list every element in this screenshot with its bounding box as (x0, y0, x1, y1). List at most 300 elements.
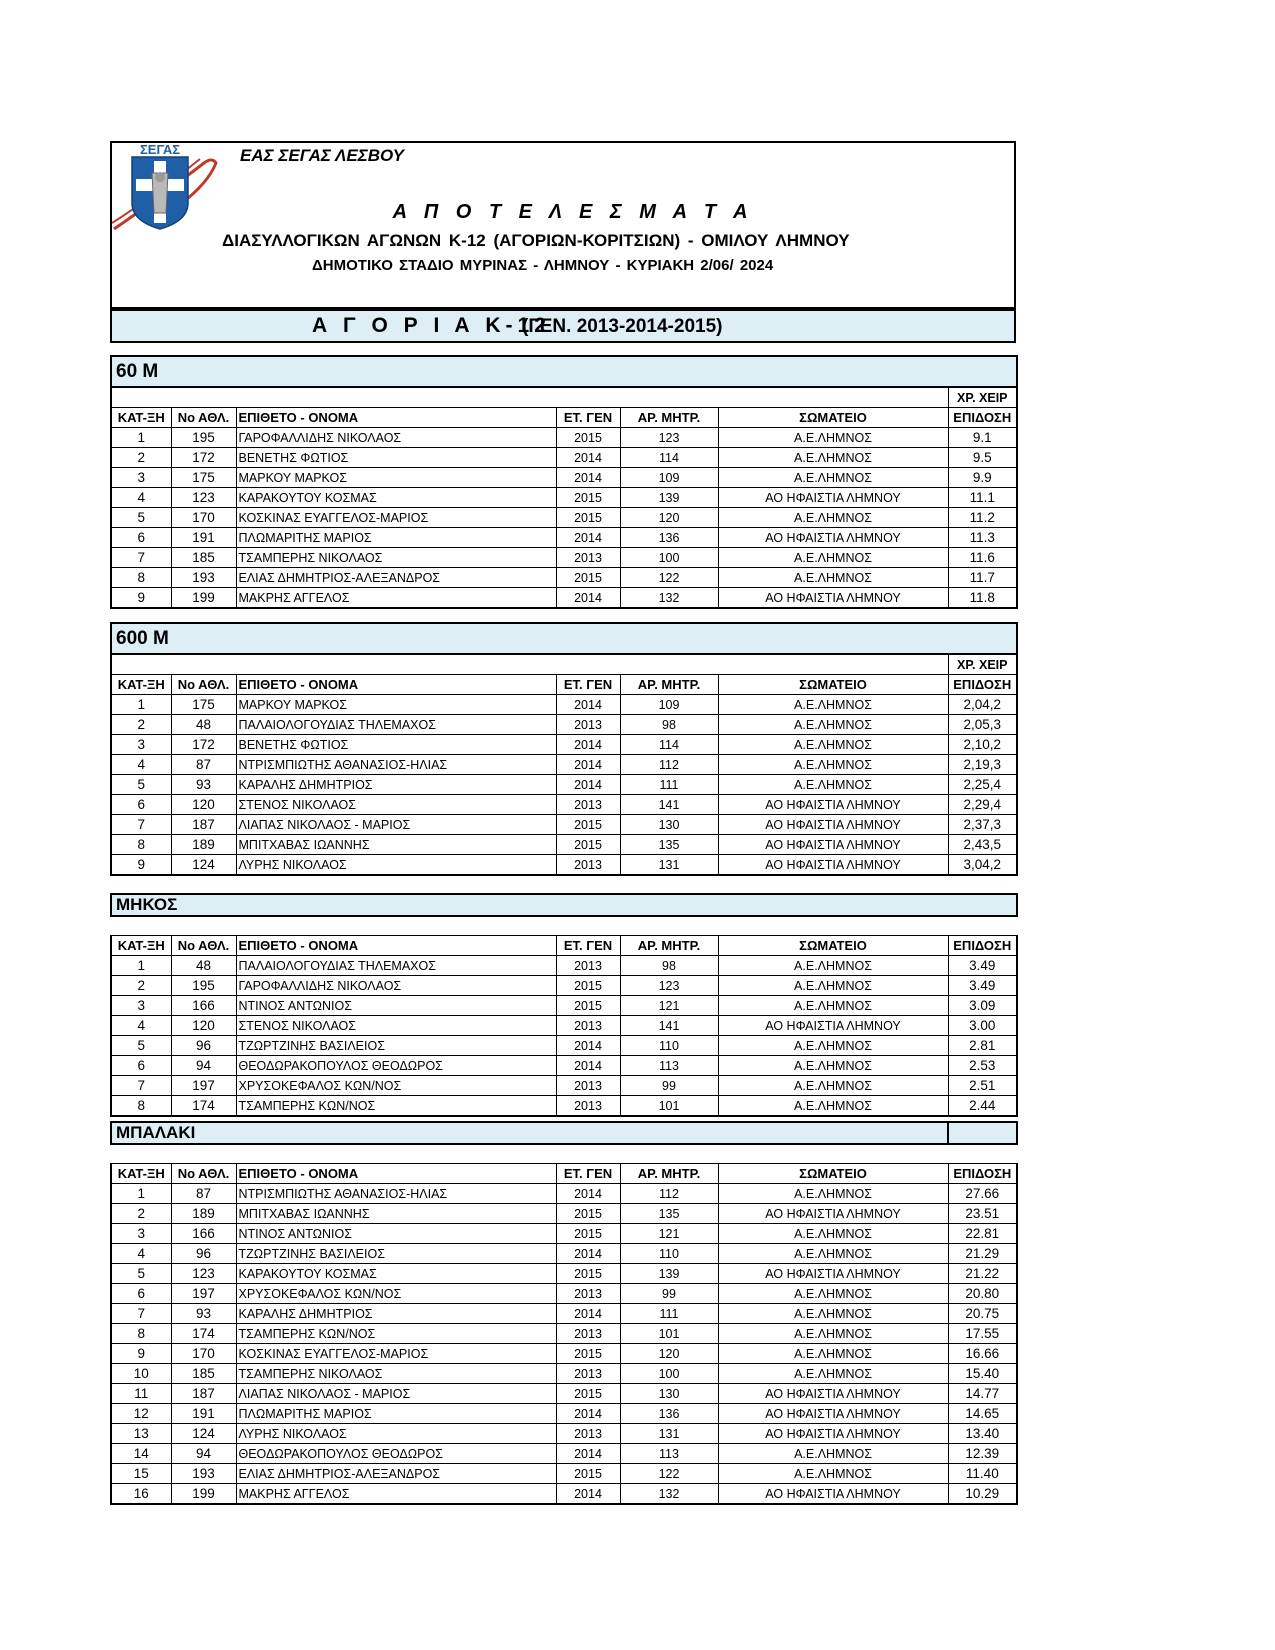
cell-no: 87 (171, 1184, 236, 1204)
cell-rank: 2 (111, 1204, 171, 1224)
cell-reg: 139 (620, 1264, 718, 1284)
cell-name: ΧΡΥΣΟΚΕΦΑΛΟΣ ΚΩΝ/ΝΟΣ (236, 1284, 556, 1304)
cell-no: 87 (171, 755, 236, 775)
table-row (111, 528, 1017, 548)
cell-reg: 141 (620, 1016, 718, 1036)
cell-reg: 101 (620, 1324, 718, 1344)
cell-perf: 2,29,4 (948, 795, 1017, 815)
cell-club: ΑΟ ΗΦΑΙΣΤΙΑ ΛΗΜΝΟΥ (718, 1484, 948, 1505)
cell-year: 2013 (556, 1096, 620, 1117)
table-row (111, 815, 1017, 835)
event-table (110, 893, 1018, 1117)
cell-no: 191 (171, 1404, 236, 1424)
cell-club: Α.Ε.ΛΗΜΝΟΣ (718, 1224, 948, 1244)
table-row (111, 548, 1017, 568)
column-header-name: ΕΠΙΘΕΤΟ - ΟΝΟΜΑ (236, 936, 556, 956)
cell-name: ΣΤΕΝΟΣ ΝΙΚΟΛΑΟΣ (236, 795, 556, 815)
cell-rank: 8 (111, 1096, 171, 1117)
table-row (111, 508, 1017, 528)
cell-year: 2014 (556, 1244, 620, 1264)
cell-year: 2014 (556, 735, 620, 755)
cell-club: ΑΟ ΗΦΑΙΣΤΙΑ ΛΗΜΝΟΥ (718, 1424, 948, 1444)
cell-year: 2014 (556, 1444, 620, 1464)
cell-rank: 6 (111, 1284, 171, 1304)
cell-club: Α.Ε.ΛΗΜΝΟΣ (718, 1056, 948, 1076)
hand-time-label: ΧΡ. ΧΕΙΡ (948, 387, 1017, 408)
cell-perf: 2,37,3 (948, 815, 1017, 835)
cell-no: 120 (171, 795, 236, 815)
table-row (111, 1304, 1017, 1324)
column-header-perf: ΕΠΙΔΟΣΗ (948, 936, 1017, 956)
cell-year: 2014 (556, 755, 620, 775)
cell-perf: 2,10,2 (948, 735, 1017, 755)
event-title-blank-cell (948, 1122, 1017, 1144)
cell-reg: 132 (620, 1484, 718, 1505)
cell-rank: 4 (111, 1244, 171, 1264)
cell-no: 189 (171, 1204, 236, 1224)
cell-club: Α.Ε.ΛΗΜΝΟΣ (718, 715, 948, 735)
table-row (111, 775, 1017, 795)
column-header-reg: ΑΡ. ΜΗΤΡ. (620, 675, 718, 695)
cell-rank: 1 (111, 956, 171, 976)
table-gap (111, 1144, 1017, 1164)
cell-no: 175 (171, 468, 236, 488)
cell-club: Α.Ε.ΛΗΜΝΟΣ (718, 1324, 948, 1344)
cell-reg: 111 (620, 775, 718, 795)
cell-perf: 12.39 (948, 1444, 1017, 1464)
table-row (111, 1344, 1017, 1364)
table-row (111, 855, 1017, 876)
cell-club: Α.Ε.ΛΗΜΝΟΣ (718, 1304, 948, 1324)
cell-year: 2014 (556, 1056, 620, 1076)
cell-name: ΛΥΡΗΣ ΝΙΚΟΛΑΟΣ (236, 1424, 556, 1444)
cell-name: ΜΠΙΤΧΑΒΑΣ ΙΩΑΝΝΗΣ (236, 835, 556, 855)
cell-perf: 14.77 (948, 1384, 1017, 1404)
cell-no: 93 (171, 1304, 236, 1324)
cell-name: ΛΙΑΠΑΣ ΝΙΚΟΛΑΟΣ - ΜΑΡΙΟΣ (236, 815, 556, 835)
hand-time-spacer (111, 387, 948, 408)
cell-no: 120 (171, 1016, 236, 1036)
cell-name: ΜΑΡΚΟΥ ΜΑΡΚΟΣ (236, 695, 556, 715)
table-row (111, 1264, 1017, 1284)
cell-reg: 141 (620, 795, 718, 815)
cell-rank: 10 (111, 1364, 171, 1384)
cell-no: 185 (171, 548, 236, 568)
organization-name: ΕΑΣ ΣΕΓΑΣ ΛΕΣΒΟΥ (240, 146, 404, 165)
cell-reg: 99 (620, 1284, 718, 1304)
cell-reg: 113 (620, 1056, 718, 1076)
column-header-year: ΕΤ. ΓΕΝ (556, 408, 620, 428)
cell-year: 2014 (556, 1484, 620, 1505)
cell-reg: 121 (620, 1224, 718, 1244)
venue-date: ΔΗΜΟΤΙΚΟ ΣΤΑΔΙΟ ΜΥΡΙΝΑΣ - ΛΗΜΝΟΥ - ΚΥΡΙΑΚΗ 2/06/ 2024 (312, 257, 774, 274)
cell-rank: 9 (111, 855, 171, 876)
cell-name: ΧΡΥΣΟΚΕΦΑΛΟΣ ΚΩΝ/ΝΟΣ (236, 1076, 556, 1096)
cell-no: 185 (171, 1364, 236, 1384)
cell-reg: 100 (620, 1364, 718, 1384)
table-row (111, 1016, 1017, 1036)
cell-perf: 3,04,2 (948, 855, 1017, 876)
cell-no: 172 (171, 735, 236, 755)
cell-reg: 123 (620, 976, 718, 996)
table-row (111, 1224, 1017, 1244)
cell-year: 2013 (556, 1424, 620, 1444)
cell-rank: 2 (111, 715, 171, 735)
cell-reg: 112 (620, 1184, 718, 1204)
event-title: ΜΗΚΟΣ (111, 894, 1017, 916)
cell-perf: 2,05,3 (948, 715, 1017, 735)
table-row (111, 1404, 1017, 1424)
cell-rank: 14 (111, 1444, 171, 1464)
cell-club: ΑΟ ΗΦΑΙΣΤΙΑ ΛΗΜΝΟΥ (718, 1264, 948, 1284)
column-header-no: Νο ΑΘΛ. (171, 408, 236, 428)
cell-name: ΠΛΩΜΑΡΙΤΗΣ ΜΑΡΙΟΣ (236, 1404, 556, 1424)
column-header-club: ΣΩΜΑΤΕΙΟ (718, 675, 948, 695)
cell-no: 195 (171, 428, 236, 448)
cell-perf: 9.1 (948, 428, 1017, 448)
column-header-name: ΕΠΙΘΕΤΟ - ΟΝΟΜΑ (236, 1164, 556, 1184)
cell-reg: 130 (620, 815, 718, 835)
cell-no: 172 (171, 448, 236, 468)
cell-reg: 122 (620, 568, 718, 588)
column-header-rank: ΚΑΤ-ΞΗ (111, 408, 171, 428)
cell-rank: 3 (111, 735, 171, 755)
table-row (111, 956, 1017, 976)
cell-reg: 121 (620, 996, 718, 1016)
cell-perf: 23.51 (948, 1204, 1017, 1224)
column-header-reg: ΑΡ. ΜΗΤΡ. (620, 1164, 718, 1184)
table-row (111, 1096, 1017, 1117)
cell-no: 94 (171, 1056, 236, 1076)
table-row (111, 1244, 1017, 1264)
cell-year: 2014 (556, 468, 620, 488)
cell-year: 2015 (556, 996, 620, 1016)
table-row (111, 835, 1017, 855)
cell-name: ΚΟΣΚΙΝΑΣ ΕΥΑΓΓΕΛΟΣ-ΜΑΡΙΟΣ (236, 508, 556, 528)
cell-rank: 16 (111, 1484, 171, 1505)
table-row (111, 715, 1017, 735)
table-row (111, 1076, 1017, 1096)
cell-reg: 132 (620, 588, 718, 609)
table-row (111, 1204, 1017, 1224)
cell-perf: 17.55 (948, 1324, 1017, 1344)
cell-year: 2015 (556, 976, 620, 996)
document-header (110, 141, 1016, 309)
cell-year: 2013 (556, 1324, 620, 1344)
column-header-reg: ΑΡ. ΜΗΤΡ. (620, 936, 718, 956)
table-row (111, 568, 1017, 588)
column-header-rank: ΚΑΤ-ΞΗ (111, 936, 171, 956)
cell-no: 193 (171, 568, 236, 588)
cell-reg: 114 (620, 448, 718, 468)
cell-year: 2015 (556, 1464, 620, 1484)
cell-name: ΝΤΡΙΣΜΠΙΩΤΗΣ ΑΘΑΝΑΣΙΟΣ-ΗΛΙΑΣ (236, 1184, 556, 1204)
cell-rank: 3 (111, 468, 171, 488)
event-title: 60 Μ (111, 356, 1017, 387)
cell-reg: 101 (620, 1096, 718, 1117)
table-row (111, 448, 1017, 468)
cell-name: ΣΤΕΝΟΣ ΝΙΚΟΛΑΟΣ (236, 1016, 556, 1036)
cell-perf: 9.5 (948, 448, 1017, 468)
column-header-name: ΕΠΙΘΕΤΟ - ΟΝΟΜΑ (236, 408, 556, 428)
cell-year: 2013 (556, 795, 620, 815)
cell-perf: 3.00 (948, 1016, 1017, 1036)
cell-club: ΑΟ ΗΦΑΙΣΤΙΑ ΛΗΜΝΟΥ (718, 855, 948, 876)
cell-reg: 120 (620, 508, 718, 528)
cell-name: ΤΖΩΡΤΖΙΝΗΣ ΒΑΣΙΛΕΙΟΣ (236, 1244, 556, 1264)
cell-name: ΘΕΟΔΩΡΑΚΟΠΟΥΛΟΣ ΘΕΟΔΩΡΟΣ (236, 1056, 556, 1076)
cell-reg: 114 (620, 735, 718, 755)
cell-reg: 131 (620, 855, 718, 876)
cell-club: ΑΟ ΗΦΑΙΣΤΙΑ ΛΗΜΝΟΥ (718, 835, 948, 855)
cell-club: ΑΟ ΗΦΑΙΣΤΙΑ ΛΗΜΝΟΥ (718, 488, 948, 508)
cell-club: Α.Ε.ΛΗΜΝΟΣ (718, 1464, 948, 1484)
cell-year: 2015 (556, 488, 620, 508)
cell-name: ΤΣΑΜΠΕΡΗΣ ΚΩΝ/ΝΟΣ (236, 1096, 556, 1117)
cell-club: Α.Ε.ΛΗΜΝΟΣ (718, 448, 948, 468)
cell-reg: 135 (620, 835, 718, 855)
cell-reg: 99 (620, 1076, 718, 1096)
cell-reg: 98 (620, 956, 718, 976)
cell-club: Α.Ε.ΛΗΜΝΟΣ (718, 548, 948, 568)
cell-perf: 14.65 (948, 1404, 1017, 1424)
cell-reg: 123 (620, 428, 718, 448)
cell-rank: 6 (111, 1056, 171, 1076)
cell-name: ΕΛΙΑΣ ΔΗΜΗΤΡΙΟΣ-ΑΛΕΞΑΝΔΡΟΣ (236, 568, 556, 588)
cell-name: ΜΑΚΡΗΣ ΑΓΓΕΛΟΣ (236, 588, 556, 609)
cell-club: Α.Ε.ΛΗΜΝΟΣ (718, 775, 948, 795)
cell-club: Α.Ε.ΛΗΜΝΟΣ (718, 568, 948, 588)
cell-club: ΑΟ ΗΦΑΙΣΤΙΑ ΛΗΜΝΟΥ (718, 815, 948, 835)
cell-year: 2013 (556, 1016, 620, 1036)
cell-reg: 120 (620, 1344, 718, 1364)
cell-rank: 12 (111, 1404, 171, 1424)
cell-no: 96 (171, 1244, 236, 1264)
cell-year: 2015 (556, 1204, 620, 1224)
cell-no: 174 (171, 1096, 236, 1117)
cell-rank: 8 (111, 835, 171, 855)
results-title: Α Π Ο Τ Ε Λ Ε Σ Μ Α Τ Α (392, 201, 754, 223)
cell-perf: 11.7 (948, 568, 1017, 588)
table-row (111, 1464, 1017, 1484)
cell-name: ΓΑΡΟΦΑΛΛΙΔΗΣ ΝΙΚΟΛΑΟΣ (236, 428, 556, 448)
cell-name: ΠΑΛΑΙΟΛΟΓΟΥΔΙΑΣ ΤΗΛΕΜΑΧΟΣ (236, 715, 556, 735)
cell-no: 197 (171, 1284, 236, 1304)
column-header-perf: ΕΠΙΔΟΣΗ (948, 408, 1017, 428)
cell-club: ΑΟ ΗΦΑΙΣΤΙΑ ΛΗΜΝΟΥ (718, 1404, 948, 1424)
cell-name: ΓΑΡΟΦΑΛΛΙΔΗΣ ΝΙΚΟΛΑΟΣ (236, 976, 556, 996)
table-row (111, 588, 1017, 609)
cell-rank: 4 (111, 488, 171, 508)
column-header-row (111, 1164, 1017, 1184)
cell-name: ΝΤΙΝΟΣ ΑΝΤΩΝΙΟΣ (236, 996, 556, 1016)
cell-name: ΚΑΡΑΚΟΥΤΟΥ ΚΟΣΜΑΣ (236, 1264, 556, 1284)
cell-rank: 2 (111, 448, 171, 468)
cell-rank: 9 (111, 1344, 171, 1364)
cell-year: 2015 (556, 1344, 620, 1364)
cell-club: Α.Ε.ΛΗΜΝΟΣ (718, 976, 948, 996)
cell-club: Α.Ε.ΛΗΜΝΟΣ (718, 735, 948, 755)
cell-year: 2013 (556, 1284, 620, 1304)
cell-name: ΤΣΑΜΠΕΡΗΣ ΝΙΚΟΛΑΟΣ (236, 548, 556, 568)
column-header-row (111, 408, 1017, 428)
cell-club: Α.Ε.ΛΗΜΝΟΣ (718, 1244, 948, 1264)
cell-reg: 131 (620, 1424, 718, 1444)
cell-club: Α.Ε.ΛΗΜΝΟΣ (718, 755, 948, 775)
cell-year: 2015 (556, 835, 620, 855)
cell-no: 174 (171, 1324, 236, 1344)
cell-club: Α.Ε.ΛΗΜΝΟΣ (718, 1096, 948, 1117)
cell-reg: 139 (620, 488, 718, 508)
cell-club: Α.Ε.ΛΗΜΝΟΣ (718, 428, 948, 448)
table-row (111, 468, 1017, 488)
column-header-no: Νο ΑΘΛ. (171, 1164, 236, 1184)
column-header-row (111, 675, 1017, 695)
cell-club: Α.Ε.ΛΗΜΝΟΣ (718, 1364, 948, 1384)
cell-perf: 22.81 (948, 1224, 1017, 1244)
event-title: 600 Μ (111, 623, 1017, 654)
competition-subtitle: ΔΙΑΣΥΛΛΟΓΙΚΩΝ ΑΓΩΝΩΝ Κ-12 (ΑΓΟΡΙΩΝ-ΚΟΡΙΤΣΙΩΝ) - ΟΜΙΛΟΥ ΛΗΜΝΟΥ (222, 231, 850, 250)
cell-perf: 16.66 (948, 1344, 1017, 1364)
column-header-club: ΣΩΜΑΤΕΙΟ (718, 408, 948, 428)
cell-reg: 113 (620, 1444, 718, 1464)
table-row (111, 1056, 1017, 1076)
cell-club: ΑΟ ΗΦΑΙΣΤΙΑ ΛΗΜΝΟΥ (718, 1016, 948, 1036)
cell-year: 2013 (556, 855, 620, 876)
cell-perf: 2,19,3 (948, 755, 1017, 775)
column-header-reg: ΑΡ. ΜΗΤΡ. (620, 408, 718, 428)
cell-name: ΝΤΡΙΣΜΠΙΩΤΗΣ ΑΘΑΝΑΣΙΟΣ-ΗΛΙΑΣ (236, 755, 556, 775)
cell-no: 187 (171, 815, 236, 835)
cell-club: ΑΟ ΗΦΑΙΣΤΙΑ ΛΗΜΝΟΥ (718, 1384, 948, 1404)
cell-no: 96 (171, 1036, 236, 1056)
cell-perf: 9.9 (948, 468, 1017, 488)
cell-name: ΛΙΑΠΑΣ ΝΙΚΟΛΑΟΣ - ΜΑΡΙΟΣ (236, 1384, 556, 1404)
cell-perf: 2.53 (948, 1056, 1017, 1076)
category-bar (110, 309, 1016, 343)
column-header-club: ΣΩΜΑΤΕΙΟ (718, 936, 948, 956)
table-row (111, 1324, 1017, 1344)
cell-reg: 112 (620, 755, 718, 775)
cell-reg: 111 (620, 1304, 718, 1324)
cell-reg: 110 (620, 1036, 718, 1056)
cell-club: Α.Ε.ΛΗΜΝΟΣ (718, 1036, 948, 1056)
event-table (110, 622, 1018, 876)
cell-perf: 21.29 (948, 1244, 1017, 1264)
table-row (111, 996, 1017, 1016)
cell-year: 2013 (556, 715, 620, 735)
cell-perf: 11.6 (948, 548, 1017, 568)
cell-no: 123 (171, 1264, 236, 1284)
cell-no: 166 (171, 1224, 236, 1244)
column-header-name: ΕΠΙΘΕΤΟ - ΟΝΟΜΑ (236, 675, 556, 695)
cell-reg: 110 (620, 1244, 718, 1264)
cell-no: 199 (171, 588, 236, 609)
cell-club: Α.Ε.ΛΗΜΝΟΣ (718, 695, 948, 715)
cell-no: 197 (171, 1076, 236, 1096)
cell-rank: 1 (111, 695, 171, 715)
cell-reg: 136 (620, 528, 718, 548)
svg-text:ΣΕΓΑΣ: ΣΕΓΑΣ (139, 143, 181, 157)
table-row (111, 1364, 1017, 1384)
cell-rank: 8 (111, 1324, 171, 1344)
cell-club: ΑΟ ΗΦΑΙΣΤΙΑ ΛΗΜΝΟΥ (718, 1204, 948, 1224)
cell-perf: 20.80 (948, 1284, 1017, 1304)
cell-year: 2014 (556, 528, 620, 548)
cell-no: 123 (171, 488, 236, 508)
cell-club: Α.Ε.ΛΗΜΝΟΣ (718, 1344, 948, 1364)
cell-name: ΚΑΡΑΛΗΣ ΔΗΜΗΤΡΙΟΣ (236, 775, 556, 795)
cell-year: 2015 (556, 508, 620, 528)
cell-name: ΤΣΑΜΠΕΡΗΣ ΝΙΚΟΛΑΟΣ (236, 1364, 556, 1384)
cell-perf: 21.22 (948, 1264, 1017, 1284)
table-row (111, 1284, 1017, 1304)
cell-no: 124 (171, 855, 236, 876)
cell-perf: 2,25,4 (948, 775, 1017, 795)
column-header-rank: ΚΑΤ-ΞΗ (111, 1164, 171, 1184)
cell-name: ΕΛΙΑΣ ΔΗΜΗΤΡΙΟΣ-ΑΛΕΞΑΝΔΡΟΣ (236, 1464, 556, 1484)
column-header-no: Νο ΑΘΛ. (171, 675, 236, 695)
cell-year: 2014 (556, 1404, 620, 1424)
cell-year: 2015 (556, 1384, 620, 1404)
cell-rank: 7 (111, 815, 171, 835)
table-row (111, 755, 1017, 775)
cell-no: 175 (171, 695, 236, 715)
cell-year: 2015 (556, 428, 620, 448)
cell-no: 195 (171, 976, 236, 996)
category-generation: (ΓΕΝ. 2013-2014-2015) (522, 316, 723, 337)
cell-club: Α.Ε.ΛΗΜΝΟΣ (718, 1076, 948, 1096)
cell-club: Α.Ε.ΛΗΜΝΟΣ (718, 1284, 948, 1304)
cell-rank: 2 (111, 976, 171, 996)
cell-perf: 3.49 (948, 956, 1017, 976)
column-header-no: Νο ΑΘΛ. (171, 936, 236, 956)
cell-club: ΑΟ ΗΦΑΙΣΤΙΑ ΛΗΜΝΟΥ (718, 795, 948, 815)
cell-no: 48 (171, 715, 236, 735)
cell-perf: 27.66 (948, 1184, 1017, 1204)
cell-name: ΚΟΣΚΙΝΑΣ ΕΥΑΓΓΕΛΟΣ-ΜΑΡΙΟΣ (236, 1344, 556, 1364)
cell-year: 2014 (556, 1184, 620, 1204)
cell-rank: 5 (111, 508, 171, 528)
cell-name: ΒΕΝΕΤΗΣ ΦΩΤΙΟΣ (236, 448, 556, 468)
table-row (111, 1424, 1017, 1444)
cell-rank: 5 (111, 1036, 171, 1056)
cell-reg: 100 (620, 548, 718, 568)
cell-rank: 7 (111, 1076, 171, 1096)
hand-time-spacer (111, 654, 948, 675)
cell-reg: 98 (620, 715, 718, 735)
cell-year: 2013 (556, 956, 620, 976)
table-row (111, 1484, 1017, 1505)
cell-year: 2015 (556, 1224, 620, 1244)
cell-year: 2013 (556, 1076, 620, 1096)
cell-perf: 2,04,2 (948, 695, 1017, 715)
cell-rank: 9 (111, 588, 171, 609)
cell-rank: 7 (111, 1304, 171, 1324)
cell-year: 2014 (556, 695, 620, 715)
cell-name: ΛΥΡΗΣ ΝΙΚΟΛΑΟΣ (236, 855, 556, 876)
cell-perf: 2.81 (948, 1036, 1017, 1056)
cell-name: ΘΕΟΔΩΡΑΚΟΠΟΥΛΟΣ ΘΕΟΔΩΡΟΣ (236, 1444, 556, 1464)
cell-year: 2014 (556, 588, 620, 609)
cell-name: ΤΣΑΜΠΕΡΗΣ ΚΩΝ/ΝΟΣ (236, 1324, 556, 1344)
table-row (111, 1184, 1017, 1204)
cell-year: 2013 (556, 548, 620, 568)
cell-year: 2015 (556, 568, 620, 588)
cell-perf: 2.51 (948, 1076, 1017, 1096)
cell-name: ΠΑΛΑΙΟΛΟΓΟΥΔΙΑΣ ΤΗΛΕΜΑΧΟΣ (236, 956, 556, 976)
cell-year: 2014 (556, 448, 620, 468)
